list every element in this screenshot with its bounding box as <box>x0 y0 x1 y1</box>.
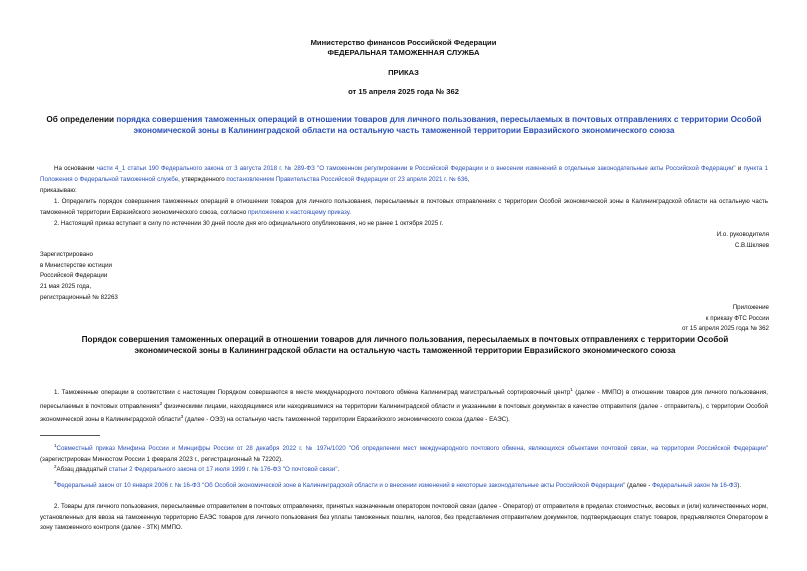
item1-end: . <box>349 208 351 216</box>
body-paragraph-1 <box>40 385 768 426</box>
preamble-lead: На основании <box>54 165 97 172</box>
appendix-line-3: от 15 апреля 2025 года № 362 <box>682 325 769 332</box>
p1-part-c: физическими лицами, находящимися или находившимися на территории Калининградской области и указанными в почтовых документах в качестве отправителя (далее - отправитель), с территории Особой экономической зоны в Калининградской области <box>40 402 768 424</box>
preamble-end: , <box>467 175 470 183</box>
signature-block <box>717 230 769 251</box>
footnote-2-link[interactable]: статьи 2 Федерального закона от 17 июля 1999 г. № 176-ФЗ "О почтовой связи" <box>108 466 338 474</box>
ministry-name: Министерство финансов Российской Федерации <box>310 38 497 47</box>
footnote-3-link2[interactable]: Федеральный закон № 16-ФЗ <box>652 482 738 490</box>
footnote-1-end: (зарегистрирован Минюстом России 1 февраля 2023 г., регистрационный № 72202). <box>40 455 283 463</box>
signer-role: И.о. руководителя <box>716 231 769 238</box>
appendix-line-2: к приказу ФТС России <box>705 314 769 322</box>
reg-line-2: в Министерстве юстиции <box>40 261 113 269</box>
doc-date: от 15 апреля 2025 года № 362 <box>348 87 459 96</box>
service-name: ФЕДЕРАЛЬНАЯ ТАМОЖЕННАЯ СЛУЖБА <box>327 48 480 57</box>
doc-type: ПРИКАЗ <box>388 68 419 77</box>
title-link[interactable]: порядка совершения таможенных операций в отношении товаров для личного пользования, пересылаемых в почтовых отправлениях с территории Особой экономической зоны в Калининградской области на остальную часть таможенной территории Евразийского экономического союза <box>116 115 762 135</box>
footnote-2-end: . <box>337 466 340 474</box>
item1-text: 1. Определить порядок совершения таможенных операций в отношении товаров для личного пользования, пересылаемых в почтовых отправлениях с территории Особой экономической зоны в Калининградской области на остальную часть таможенной территории Евразийского экономического союза, согласно <box>40 198 768 216</box>
footnote-2-pre: Абзац двадцатый <box>56 466 109 474</box>
reg-line-1: Зарегистрировано <box>40 251 93 258</box>
footnote-1-link[interactable]: Совместный приказ Минфина России и Минцифры России от 28 декабря 2022 г. № 197н/1020 "Об определении мест международного почтового обмена, являющихся объектами почтовой связи, на территории Российской Федерации" <box>56 445 768 453</box>
title-prefix: Об определении <box>46 115 117 124</box>
preamble-paragraph <box>40 164 768 185</box>
p1-part-a: 1. Таможенные операции в соответствии с настоящим Порядком совершаются в месте международного почтового обмена Калининград магистральный сортировочный центр <box>54 389 571 397</box>
p1-part-b: (далее - ММПО) в отношении товаров для личного пользования, пересылаемых в почтовых отправлениях <box>40 389 768 410</box>
body-paragraph-2: 2. Товары для личного пользования, пересылаемые отправителем в почтовых отправлениях, принятых назначенным оператором почтовой связи (далее - Оператор) от отправителя в пределах стоимостных, весовых и (или) количественных норм, установленных для ввоза на таможенную территорию ЕАЭС товаров для личного пользования без уплаты таможенных пошлин, налогов, без представления отправителем документов, подтверждающих статус товаров, предъявляются Оператором в зону таможенного контроля (далее - ЗТК) ММПО. <box>40 503 768 532</box>
footnote-2-marker: 2 <box>54 464 57 469</box>
footnote-3 <box>40 478 768 492</box>
document-title <box>40 114 768 136</box>
regulation-link[interactable]: пункта 1 Положения о Федеральной таможенной службе <box>40 165 768 183</box>
order-item-1 <box>40 197 768 218</box>
footnote-3-mid: (далее - <box>625 482 653 490</box>
reg-line-4: 21 мая 2025 года, <box>40 283 92 291</box>
order-item-2: 2. Настоящий приказ вступает в силу по истечении 30 дней после дня его официального опубликования, но не ранее 1 октября 2025 г. <box>54 220 444 227</box>
footnote-ref-3[interactable]: 3 <box>180 414 184 420</box>
footnote-3-link[interactable]: Федеральный закон от 10 января 2006 г. № 16-ФЗ "Об Особой экономической зоне в Калининградской области и о внесении изменений в некоторые законодательные акты Российской Федерации" <box>56 482 626 490</box>
reg-line-3: Российской Федерации <box>40 272 108 280</box>
order-word: приказываю: <box>40 187 77 194</box>
signer-name: С.В.Шкляев <box>734 241 769 249</box>
footnote-1-marker: 1 <box>54 443 57 448</box>
footnote-2 <box>40 462 768 476</box>
registration-block <box>40 250 118 304</box>
appendix-link[interactable]: приложению к настоящему приказу <box>247 208 350 216</box>
appendix-header <box>682 303 769 335</box>
resolution-link[interactable]: постановлением Правительства Российской Федерации от 23 апреля 2021 г. № 636 <box>226 175 468 183</box>
preamble-mid1: и <box>735 165 744 172</box>
footnote-ref-1[interactable]: 1 <box>570 387 573 392</box>
law-link[interactable]: части 4_1 статьи 190 Федерального закона от 3 августа 2018 г. № 289-ФЗ "О таможенном регулировании в Российской Федерации и о внесении изменений в отдельные законодательные акты Российской Федерации" <box>96 165 736 172</box>
p1-part-d: (далее - ОЭЗ) на остальную часть таможенной территории Евразийского экономического союза (далее - ЕАЭС). <box>183 416 510 424</box>
preamble-mid2: , утвержденного <box>178 175 227 183</box>
appendix-line-1: Приложение <box>732 304 769 311</box>
footnote-3-end: ). <box>737 482 742 490</box>
footnote-ref-2[interactable]: 2 <box>159 400 163 406</box>
footnote-3-marker: 3 <box>54 480 57 485</box>
appendix-title: Порядок совершения таможенных операций в отношении товаров для личного пользования, пересылаемых в почтовых отправлениях с территории Особой экономической зоны в Калининградской области на остальную часть таможенной территории Евразийского экономического союза <box>81 335 729 355</box>
reg-line-5: регистрационный № 82263 <box>40 293 118 301</box>
footnote-separator <box>40 435 100 436</box>
